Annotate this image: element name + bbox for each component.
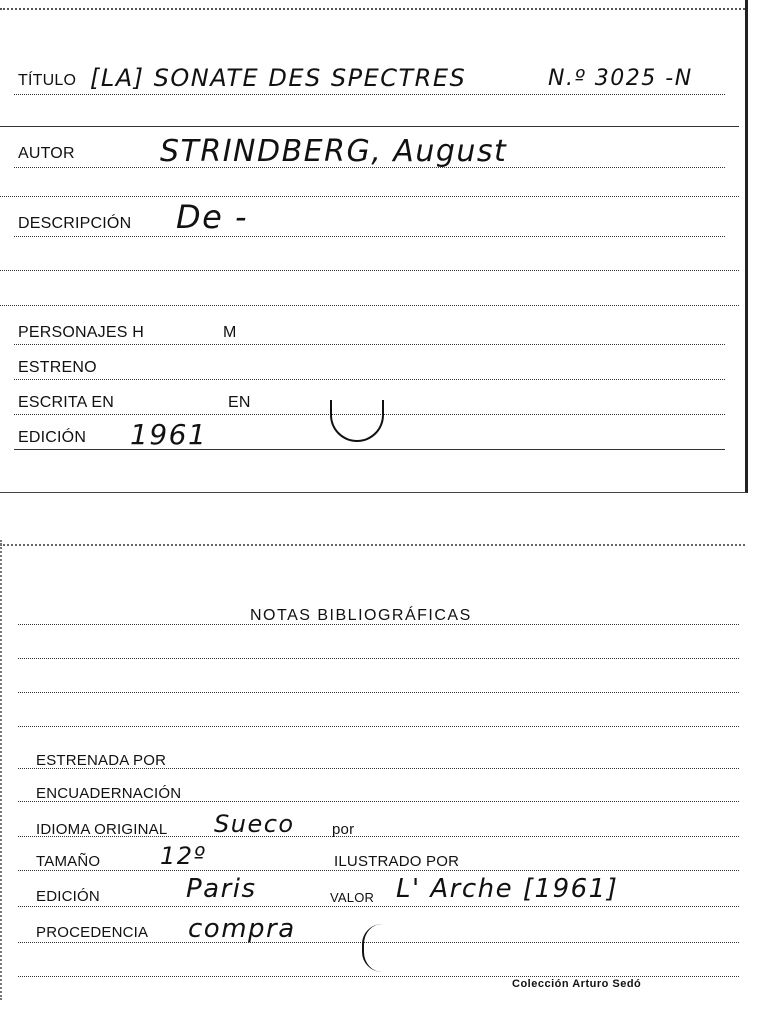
divider xyxy=(0,126,739,127)
blank-line xyxy=(0,270,739,271)
autor-value: STRINDBERG, August xyxy=(160,134,508,169)
blank-line xyxy=(18,726,739,727)
estrenada-line xyxy=(18,768,739,769)
card-edge-left xyxy=(0,540,18,1000)
catalog-card-front xyxy=(0,0,748,493)
estreno-line xyxy=(14,379,725,380)
encuadernacion-label: ENCUADERNACIÓN xyxy=(36,785,182,802)
estreno-label: ESTRENO xyxy=(18,359,97,376)
idioma-value: Sueco xyxy=(214,810,295,838)
catalog-card-back xyxy=(0,540,745,1000)
bracket-mark xyxy=(362,924,384,972)
idioma-label: IDIOMA ORIGINAL xyxy=(36,821,168,838)
idioma-por-label: por xyxy=(332,821,355,838)
descripcion-label: DESCRIPCIÓN xyxy=(18,215,132,232)
personajes-label: PERSONAJES H xyxy=(18,324,144,341)
divider xyxy=(0,196,739,197)
blank-line xyxy=(0,305,739,306)
descripcion-line xyxy=(14,236,725,237)
valor-label: VALOR xyxy=(330,890,375,905)
autor-label: AUTOR xyxy=(18,145,75,162)
notas-heading: NOTAS BIBLIOGRÁFICAS xyxy=(250,607,472,624)
edicion2-label: EDICIÓN xyxy=(36,888,100,905)
tamano-value: 12º xyxy=(160,842,207,870)
titulo-value: [LA] SONATE DES SPECTRES xyxy=(90,64,467,92)
procedencia-value: compra xyxy=(188,914,296,944)
notas-line xyxy=(18,624,739,625)
blank-line xyxy=(18,692,739,693)
ilustrado-label: ILUSTRADO POR xyxy=(334,853,460,870)
autor-line xyxy=(14,167,725,168)
bottom-line xyxy=(18,976,739,977)
card-edge xyxy=(0,544,745,552)
edicion-line xyxy=(14,449,725,450)
signature-mark xyxy=(330,400,384,442)
personajes-line xyxy=(14,344,725,345)
titulo-line xyxy=(14,94,725,95)
numero-value: N.º 3025 -N xyxy=(548,66,693,91)
encuadernacion-line xyxy=(18,801,739,802)
escrita-en-label: EN xyxy=(228,394,251,411)
idioma-line xyxy=(18,836,739,837)
tamano-label: TAMAÑO xyxy=(36,853,101,870)
escrita-label: ESCRITA EN xyxy=(18,394,114,411)
personajes-m-label: M xyxy=(223,324,237,341)
descripcion-value: De - xyxy=(176,198,249,236)
edicion-label: EDICIÓN xyxy=(18,429,87,446)
collection-footer: Colección Arturo Sedó xyxy=(512,978,642,990)
titulo-label: TÍTULO xyxy=(18,72,77,89)
valor-value: L' Arche [1961] xyxy=(396,874,619,904)
edicion2-line xyxy=(18,906,739,907)
estrenada-label: ESTRENADA POR xyxy=(36,752,167,769)
tamano-line xyxy=(18,870,739,871)
procedencia-label: PROCEDENCIA xyxy=(36,924,149,941)
edicion2-value: Paris xyxy=(186,874,257,904)
card-edge xyxy=(0,8,745,16)
blank-line xyxy=(18,658,739,659)
edicion-value: 1961 xyxy=(130,418,208,451)
